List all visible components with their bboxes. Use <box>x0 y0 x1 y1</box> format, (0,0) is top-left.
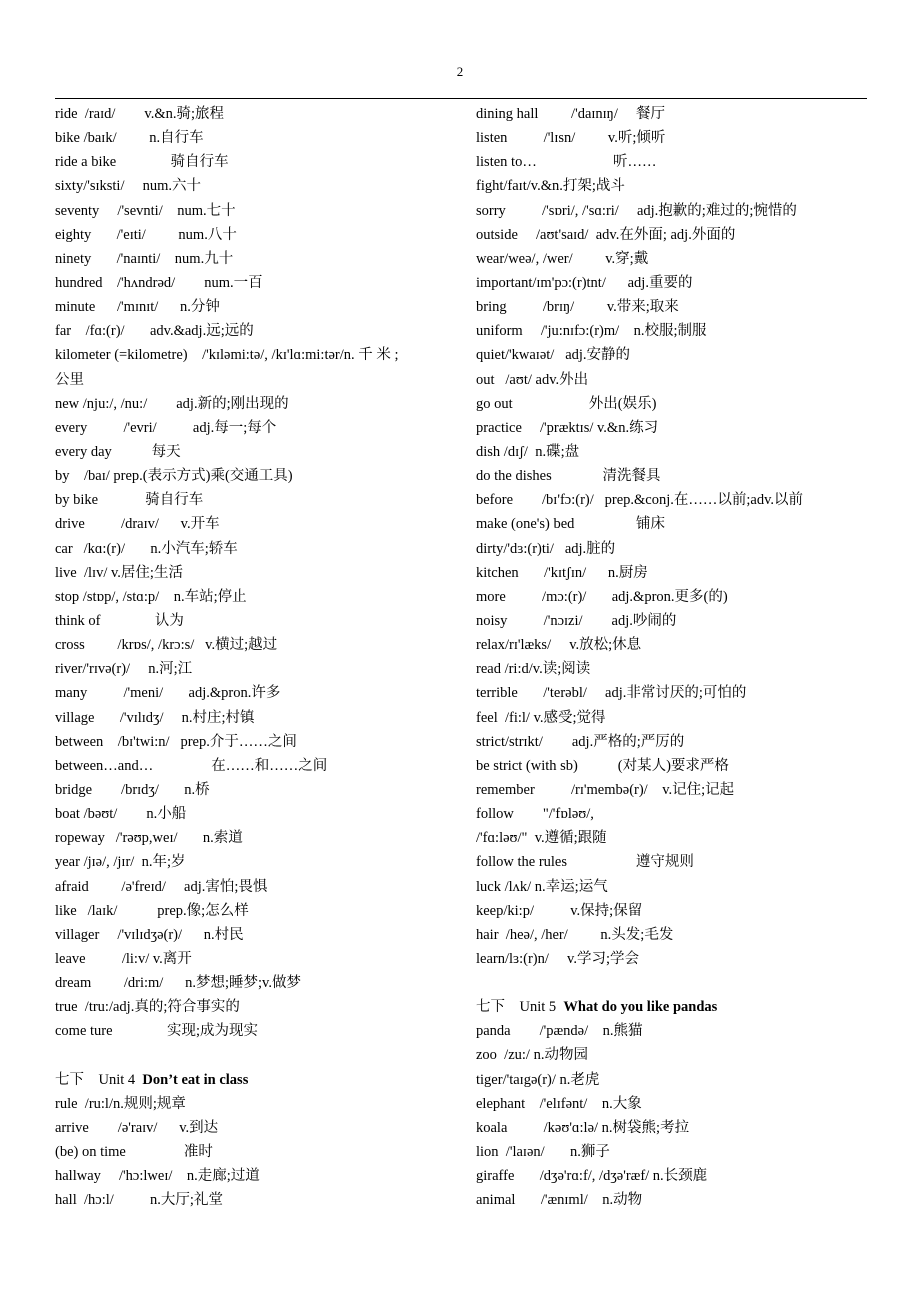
unit-heading-title: What do you like pandas <box>563 999 718 1016</box>
vocab-entry: tiger/'taɪgə(r)/ n.老虎 <box>476 1071 600 1088</box>
vocab-entry: ride a bike 骑自行车 <box>55 154 229 171</box>
vocab-entry: afraid /ə'freɪd/ adj.害怕;畏惧 <box>55 878 268 895</box>
vocab-entry: animal /'ænɪml/ n.动物 <box>476 1192 643 1209</box>
vocab-entry: between…and… 在……和……之间 <box>55 757 328 774</box>
unit-heading-title: Don’t eat in class <box>142 1071 249 1088</box>
vocab-entry: by bike 骑自行车 <box>55 492 204 509</box>
vocab-entry: listen to… 听…… <box>476 154 657 171</box>
vocab-entry: village /'vɪlɪdʒ/ n.村庄;村镇 <box>55 709 255 726</box>
vocab-entry: leave /li:v/ v.离开 <box>55 950 192 967</box>
vocab-entry: out /aʊt/ adv.外出 <box>476 371 589 388</box>
header-divider <box>55 98 867 99</box>
vocab-entry: before /bɪ'fɔ:(r)/ prep.&conj.在……以前;adv.以前 <box>476 492 804 509</box>
vocab-entry: minute /'mɪnɪt/ n.分钟 <box>55 299 220 316</box>
vocab-entry: seventy /'sevnti/ num.七十 <box>55 202 236 219</box>
vocab-entry: relax/rɪ'læks/ v.放松;休息 <box>476 637 642 654</box>
vocab-entry: do the dishes 清洗餐具 <box>476 468 661 485</box>
page-number: 2 <box>456 64 464 79</box>
vocab-entry: ninety /'naɪnti/ num.九十 <box>55 250 234 267</box>
vocab-entry: outside /aʊt'saɪd/ adv.在外面; adj.外面的 <box>476 226 736 243</box>
vocab-entry: listen /'lɪsn/ v.听;倾听 <box>476 130 666 147</box>
right-column <box>476 102 886 1212</box>
vocab-entry: eighty /'eɪti/ num.八十 <box>55 226 237 243</box>
vocab-entry: learn/lɜ:(r)n/ v.学习;学会 <box>476 950 640 967</box>
vocab-entry: dirty/'dɜ:(r)ti/ adj.脏的 <box>476 540 616 557</box>
vocab-entry: dining hall /'daɪnɪŋ/ 餐厅 <box>476 106 666 122</box>
vocab-entry: drive /draɪv/ v.开车 <box>55 516 220 533</box>
vocab-entry: villager /'vɪlɪdʒə(r)/ n.村民 <box>55 926 244 943</box>
vocab-entry: hallway /'hɔ:lweɪ/ n.走廊;过道 <box>55 1168 260 1185</box>
blank-line <box>55 1043 455 1067</box>
vocab-entry: practice /'præktɪs/ v.&n.练习 <box>476 419 659 436</box>
vocab-entry: river/'rɪvə(r)/ n.河;江 <box>55 661 193 678</box>
vocab-entry: think of 认为 <box>55 612 184 629</box>
vocab-entry: ropeway /'rəʊp,weɪ/ n.索道 <box>55 830 243 847</box>
unit-heading <box>476 995 886 1019</box>
vocab-entry: follow the rules 遵守规则 <box>476 854 694 871</box>
vocab-entry: lion /'laɪən/ n.狮子 <box>476 1144 610 1161</box>
vocab-entry: kitchen /'kɪtʃɪn/ n.厨房 <box>476 564 648 581</box>
vocab-entry: stop /stɒp/, /stɑ:p/ n.车站;停止 <box>55 588 247 605</box>
vocab-entry: remember /rɪ'membə(r)/ v.记住;记起 <box>476 781 735 798</box>
vocab-entry: /'fɑ:ləʊ/" v.遵循;跟随 <box>476 830 607 847</box>
vocab-entry: hundred /'hʌndrəd/ num.一百 <box>55 274 263 291</box>
vocab-entry: koala /kəʊ'ɑ:lə/ n.树袋熊;考拉 <box>476 1119 690 1136</box>
vocab-entry: luck /lʌk/ n.幸运;运气 <box>476 878 608 895</box>
vocab-entry: sixty/'sɪksti/ num.六十 <box>55 178 202 195</box>
vocab-entry: (be) on time 准时 <box>55 1144 213 1161</box>
unit-heading-prefix: 七下 Unit 5 <box>476 999 564 1016</box>
vocab-entry: arrive /ə'raɪv/ v.到达 <box>55 1119 219 1136</box>
vocab-entry: make (one's) bed 铺床 <box>476 516 666 533</box>
vocab-entry: new /nju:/, /nu:/ adj.新的;刚出现的 <box>55 395 289 412</box>
vocab-entry: dish /dɪʃ/ n.碟;盘 <box>476 443 580 460</box>
vocab-entry: rule /ru:l/n.规则;规章 <box>55 1095 186 1112</box>
vocab-entry: hair /heə/, /her/ n.头发;毛发 <box>476 926 674 943</box>
vocab-entry: bike /baɪk/ n.自行车 <box>55 130 204 147</box>
vocab-entry: ride /raɪd/ v.&n.骑;旅程 <box>55 106 225 122</box>
vocab-entry: quiet/'kwaɪət/ adj.安静的 <box>476 347 631 364</box>
vocab-entry: like /laɪk/ prep.像;怎么样 <box>55 902 249 919</box>
vocab-entry: cross /krɒs/, /krɔ:s/ v.横过;越过 <box>55 637 278 654</box>
vocab-entry: keep/ki:p/ v.保持;保留 <box>476 902 643 919</box>
vocab-entry: 公里 <box>55 371 84 388</box>
vocab-entry: noisy /'nɔɪzi/ adj.吵闹的 <box>476 612 677 629</box>
vocab-entry: fight/faɪt/v.&n.打架;战斗 <box>476 178 625 195</box>
unit-heading-prefix: 七下 Unit 4 <box>55 1071 143 1088</box>
vocab-entry: far /fɑ:(r)/ adv.&adj.远;远的 <box>55 323 254 340</box>
vocab-entry: live /lɪv/ v.居住;生活 <box>55 564 183 581</box>
vocab-entry: zoo /zu:/ n.动物园 <box>476 1047 588 1064</box>
vocab-entry: car /kɑ:(r)/ n.小汽车;轿车 <box>55 540 238 557</box>
vocab-entry: bridge /brɪdʒ/ n.桥 <box>55 781 210 798</box>
vocab-entry: go out 外出(娱乐) <box>476 395 657 412</box>
vocab-entry: by /baɪ/ prep.(表示方式)乘(交通工具) <box>55 468 293 485</box>
vocab-entry: wear/weə/, /wer/ v.穿;戴 <box>476 250 649 267</box>
vocab-entry: come ture 实现;成为现实 <box>55 1023 258 1040</box>
vocab-entry: between /bɪ'twi:n/ prep.介于……之间 <box>55 733 297 750</box>
vocab-entry: hall /hɔ:l/ n.大厅;礼堂 <box>55 1192 223 1209</box>
vocab-entry: dream /dri:m/ n.梦想;睡梦;v.做梦 <box>55 975 301 992</box>
vocab-entry: panda /'pændə/ n.熊猫 <box>476 1023 643 1040</box>
vocab-entry: boat /bəʊt/ n.小船 <box>55 806 187 823</box>
vocab-entry: kilometer (=kilometre) /'kɪləmi:tə/, /kɪ'lɑ:mi:tər/n. 千 米 ; <box>55 347 399 364</box>
vocab-entry: terrible /'terəbl/ adj.非常讨厌的;可怕的 <box>476 685 747 702</box>
vocab-entry: important/ɪm'pɔ:(r)tnt/ adj.重要的 <box>476 274 693 291</box>
vocab-entry: follow "/'fɒləʊ/, <box>476 806 594 823</box>
vocab-entry: bring /brɪŋ/ v.带来;取来 <box>476 299 679 316</box>
left-column <box>55 102 455 1212</box>
vocab-entry: many /'meni/ adj.&pron.许多 <box>55 685 281 702</box>
vocab-entry: year /jɪə/, /jɪr/ n.年;岁 <box>55 854 186 871</box>
vocab-entry: more /mɔ:(r)/ adj.&pron.更多(的) <box>476 588 728 605</box>
vocab-entry: feel /fi:l/ v.感受;觉得 <box>476 709 606 726</box>
vocab-entry: every day 每天 <box>55 443 181 460</box>
vocab-entry: sorry /'sɒri/, /'sɑ:ri/ adj.抱歉的;难过的;惋惜的 <box>476 202 797 219</box>
vocab-entry: strict/strɪkt/ adj.严格的;严厉的 <box>476 733 685 750</box>
vocab-entry: every /'evri/ adj.每一;每个 <box>55 419 277 436</box>
vocab-entry: uniform /'ju:nɪfɔ:(r)m/ n.校服;制服 <box>476 323 707 340</box>
vocab-entry: true /tru:/adj.真的;符合事实的 <box>55 999 240 1016</box>
vocab-entry: giraffe /dʒə'rɑ:f/, /dʒə'ræf/ n.长颈鹿 <box>476 1168 708 1185</box>
unit-heading <box>55 1068 455 1092</box>
vocab-entry: be strict (with sb) (对某人)要求严格 <box>476 757 729 774</box>
vocab-entry: elephant /'elɪfənt/ n.大象 <box>476 1095 642 1112</box>
vocab-entry: read /ri:d/v.读;阅读 <box>476 661 591 678</box>
blank-line <box>476 971 886 995</box>
